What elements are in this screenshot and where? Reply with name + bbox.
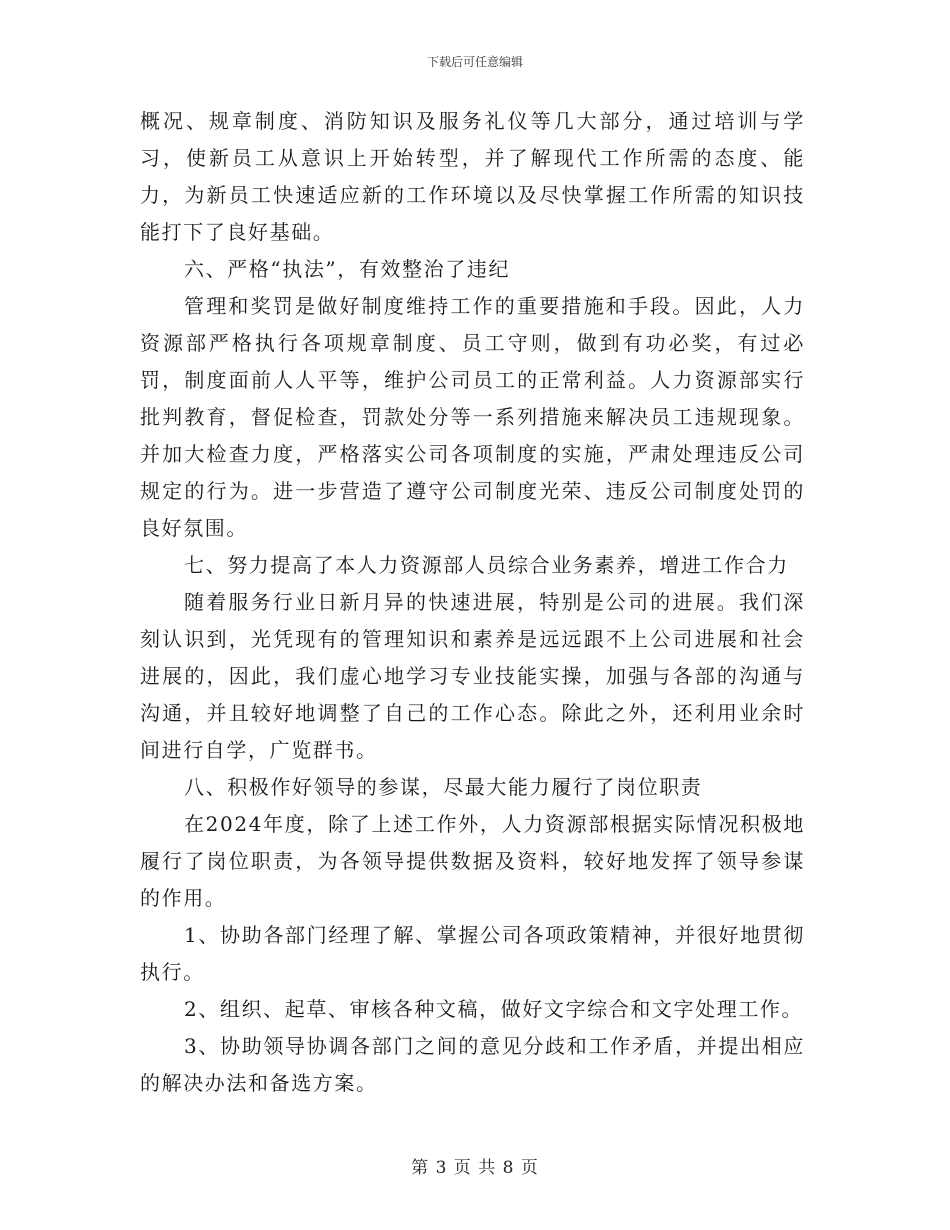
list-item-2: 2、组织、起草、审核各种文稿，做好文字综合和文字处理工作。 xyxy=(184,997,804,1021)
paragraph-1: 概况、规章制度、消防知识及服务礼仪等几大部分，通过培训与学习，使新员工从意识上开始转型，并了解现代工作所需的态度、能力，为新员工快速适应新的工作环境以及尽快掌握工作所需的知识技能打下了良好基础。 xyxy=(140,109,805,244)
page-footer: 第 3 页 共 8 页 xyxy=(411,1158,539,1178)
paragraph-4: 在2024年度，除了上述工作外，人力资源部根据实际情况积极地履行了岗位职责，为各领导提供数据及资料，较好地发挥了领导参谋的作用。 xyxy=(140,812,805,910)
section-heading-7: 七、努力提高了本人力资源部人员综合业务素养，增进工作合力 xyxy=(184,553,789,577)
list-item-1: 1、协助各部门经理了解、掌握公司各项政策精神，并很好地贯彻执行。 xyxy=(140,923,805,984)
section-heading-8: 八、积极作好领导的参谋，尽最大能力履行了岗位职责 xyxy=(184,775,703,799)
paragraph-2: 管理和奖罚是做好制度维持工作的重要措施和手段。因此，人力资源部严格执行各项规章制度、员工守则，做到有功必奖，有过必罚，制度面前人人平等，维护公司员工的正常利益。人力资源部实行批判教育，督促检查，罚款处分等一系列措施来解决员工违规现象。并加大检查力度，严格落实公司各项制度的实施，严肃处理违反公司规定的行为。进一步营造了遵守公司制度光荣、违反公司制度处罚的良好氛围。 xyxy=(140,294,805,540)
list-item-3: 3、协助领导协调各部门之间的意见分歧和工作矛盾，并提出相应的解决办法和备选方案。 xyxy=(140,1034,805,1095)
paragraph-3: 随着服务行业日新月异的快速进展，特别是公司的进展。我们深刻认识到，光凭现有的管理知识和素养是远远跟不上公司进展和社会进展的，因此，我们虚心地学习专业技能实操，加强与各部的沟通与沟通，并且较好地调整了自己的工作心态。除此之外，还利用业余时间进行自学，广览群书。 xyxy=(140,590,805,762)
section-heading-6: 六、严格“执法”，有效整治了违纪 xyxy=(184,257,511,281)
document-body xyxy=(140,103,805,1102)
page-header: 下载后可任意编辑 xyxy=(426,55,523,69)
